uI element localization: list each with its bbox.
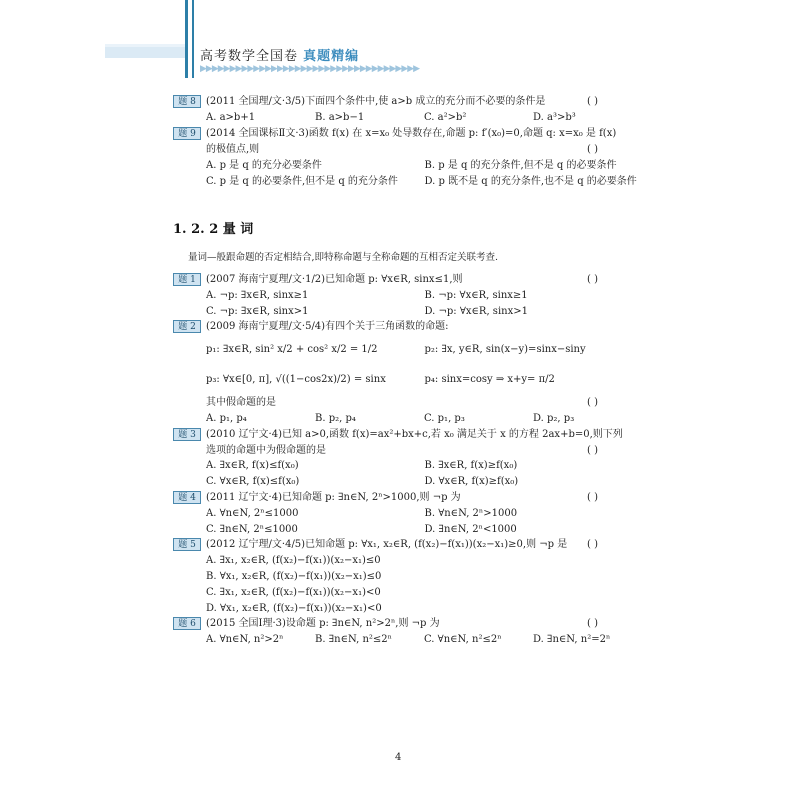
- question-1: [173, 272, 643, 288]
- propositions-row: [173, 335, 643, 365]
- option-b: B. a>b−1: [315, 112, 365, 123]
- question-5: [173, 537, 643, 553]
- option-c: C. ¬p: ∃x∈R, sinx>1: [206, 305, 309, 317]
- option-c: C. p 是 q 的必要条件,但不是 q 的充分条件: [206, 176, 398, 187]
- option-a: A. ∀n∈N, n²>2ⁿ: [206, 634, 284, 646]
- answer-blank: ( ): [587, 144, 598, 155]
- question-text: (2007 海南宁夏理/文·1/2)已知命题 p: ∀x∈R, sinx≤1,则: [206, 274, 463, 285]
- book-title-highlight: 真题精编: [303, 49, 360, 64]
- option-a: A. ∃x∈R, f(x)≤f(x₀): [206, 460, 299, 472]
- proposition-p4: p₄: sinx=cosy ⇒ x+y= π/2: [424, 374, 555, 386]
- option-d: D. p 既不是 q 的充分条件,也不是 q 的必要条件: [424, 176, 637, 187]
- option-a: A. p₁, p₄: [206, 412, 247, 424]
- question-label: 题 8: [173, 95, 201, 108]
- answer-blank: ( ): [587, 491, 598, 503]
- question-text: (2011 全国理/文·3/5)下面四个条件中,使 a>b 成立的充分而不必要的条件是: [206, 96, 546, 107]
- option-c: C. a²>b²: [424, 112, 467, 123]
- question-text: (2012 辽宁理/文·4/5)已知命题 p: ∀x₁, x₂∈R, (f(x₂)−f(x₁))(x₂−x₁)≥0,则 ¬p 是: [206, 539, 568, 551]
- answer-blank: ( ): [587, 618, 598, 630]
- question-label: 题 6: [173, 617, 201, 630]
- option-d: D. ∀x₁, x₂∈R, (f(x₂)−f(x₁))(x₂−x₁)<0: [206, 602, 382, 614]
- answer-blank: ( ): [587, 444, 598, 456]
- question-label: 题 9: [173, 127, 201, 140]
- propositions-row: [173, 365, 643, 395]
- question-ask: [173, 395, 643, 411]
- options-row: [173, 304, 643, 320]
- options: [173, 110, 643, 126]
- options: [173, 411, 643, 427]
- question-8: [173, 94, 643, 110]
- option-a: A. a>b+1: [206, 112, 256, 123]
- question-text: (2009 海南宁夏理/文·5/4)有四个关于三角函数的命题:: [206, 321, 449, 333]
- question-text-line2: 选项的命题中为假命题的是: [206, 444, 326, 456]
- option-c: C. ∀n∈N, n²≤2ⁿ: [424, 634, 502, 646]
- question-label: 题 4: [173, 491, 201, 504]
- option-d: D. a³>b³: [533, 112, 576, 123]
- option-c: C. ∃x₁, x₂∈R, (f(x₂)−f(x₁))(x₂−x₁)<0: [206, 586, 381, 598]
- option-d: D. ∃n∈N, 2ⁿ<1000: [424, 523, 517, 535]
- options: [173, 632, 643, 648]
- options-row: [173, 158, 643, 174]
- book-title: [200, 45, 359, 64]
- question-9: [173, 126, 643, 142]
- option-b: B. p₂, p₄: [315, 412, 356, 424]
- proposition-p1: p₁: ∃x∈R, sin² x/2 + cos² x/2 = 1/2: [206, 344, 378, 356]
- question-text: (2010 辽宁文·4)已知 a>0,函数 f(x)=ax²+bx+c,若 x₀ 满足关于 x 的方程 2ax+b=0,则下列: [206, 428, 623, 440]
- options-row: [173, 458, 643, 474]
- header-accent-highlight: [105, 44, 185, 47]
- question-4: [173, 490, 643, 506]
- question-text-cont: [173, 142, 643, 158]
- question-text: (2011 辽宁文·4)已知命题 p: ∃n∈N, 2ⁿ>1000,则 ¬p 为: [206, 491, 461, 503]
- top-questions: [173, 94, 643, 190]
- section-intro: 量词—般跟命题的否定相结合,即特称命题与全称命题的互相否定关联考查.: [188, 252, 499, 263]
- question-6: [173, 616, 643, 632]
- question-label: 题 2: [173, 320, 201, 333]
- option-d: D. ∀x∈R, f(x)≥f(x₀): [424, 476, 519, 488]
- book-title-main: 高考数学全国卷: [200, 49, 299, 64]
- option-d: D. p₂, p₃: [533, 412, 575, 424]
- option-b: B. ∀n∈N, 2ⁿ>1000: [424, 507, 518, 519]
- question-label: 题 3: [173, 428, 201, 441]
- header-chevron-strip: ▶▶▶▶▶▶▶▶▶▶▶▶▶▶▶▶▶▶▶▶▶▶▶▶▶▶▶▶▶▶▶▶▶▶▶▶▶: [200, 64, 420, 74]
- quantifier-questions: [173, 272, 643, 648]
- section-title: 1. 2. 2 量 词: [173, 222, 254, 237]
- answer-blank: ( ): [587, 397, 598, 409]
- options-row: [173, 506, 643, 522]
- options-row: [173, 474, 643, 490]
- proposition-p2: p₂: ∃x, y∈R, sin(x−y)=sinx−siny: [424, 344, 586, 356]
- question-text-line2: 的极值点,则: [206, 144, 260, 155]
- option-a: A. ∃x₁, x₂∈R, (f(x₂)−f(x₁))(x₂−x₁)≤0: [206, 555, 381, 567]
- option-b: B. ∀x₁, x₂∈R, (f(x₂)−f(x₁))(x₂−x₁)≤0: [206, 570, 382, 582]
- options-row: [173, 174, 643, 190]
- question-ask-text: 其中假命题的是: [206, 397, 276, 409]
- option-a: A. p 是 q 的充分必要条件: [206, 160, 322, 171]
- option-d: D. ¬p: ∀x∈R, sinx>1: [424, 305, 528, 317]
- answer-blank: ( ): [587, 274, 598, 285]
- answer-blank: ( ): [587, 96, 598, 107]
- question-text: (2015 全国Ⅰ理·3)设命题 p: ∃n∈N, n²>2ⁿ,则 ¬p 为: [206, 618, 440, 630]
- page-number: 4: [395, 752, 402, 763]
- header-vertical-rule: [185, 0, 188, 78]
- option-b: B. ¬p: ∀x∈R, sinx≥1: [424, 289, 528, 301]
- option-a: A. ¬p: ∃x∈R, sinx≥1: [206, 289, 309, 301]
- options-row: [173, 522, 643, 538]
- question-label: 题 5: [173, 538, 201, 551]
- question-2: [173, 319, 643, 335]
- option-d: D. ∃n∈N, n²=2ⁿ: [533, 634, 611, 646]
- options-row: [173, 288, 643, 304]
- option-c: C. ∃n∈N, 2ⁿ≤1000: [206, 523, 298, 535]
- question-text: (2014 全国课标Ⅱ文·3)函数 f(x) 在 x=x₀ 处导数存在,命题 p: f′(x₀)=0,命题 q: x=x₀ 是 f(x): [206, 128, 617, 139]
- option-b: B. ∃n∈N, n²≤2ⁿ: [315, 634, 392, 646]
- question-3: [173, 427, 643, 443]
- option-c: C. p₁, p₃: [424, 412, 465, 424]
- answer-blank: ( ): [587, 539, 598, 551]
- option-b: B. ∃x∈R, f(x)≥f(x₀): [424, 460, 518, 472]
- option-c: C. ∀x∈R, f(x)≤f(x₀): [206, 476, 300, 488]
- proposition-p3: p₃: ∀x∈[0, π], √((1−cos2x)/2) = sinx: [206, 374, 386, 386]
- question-label: 题 1: [173, 273, 201, 286]
- question-text-cont: [173, 443, 643, 459]
- option-a: A. ∀n∈N, 2ⁿ≤1000: [206, 507, 299, 519]
- header-vertical-rule-thin: [192, 0, 194, 78]
- option-b: B. p 是 q 的充分条件,但不是 q 的必要条件: [424, 160, 617, 171]
